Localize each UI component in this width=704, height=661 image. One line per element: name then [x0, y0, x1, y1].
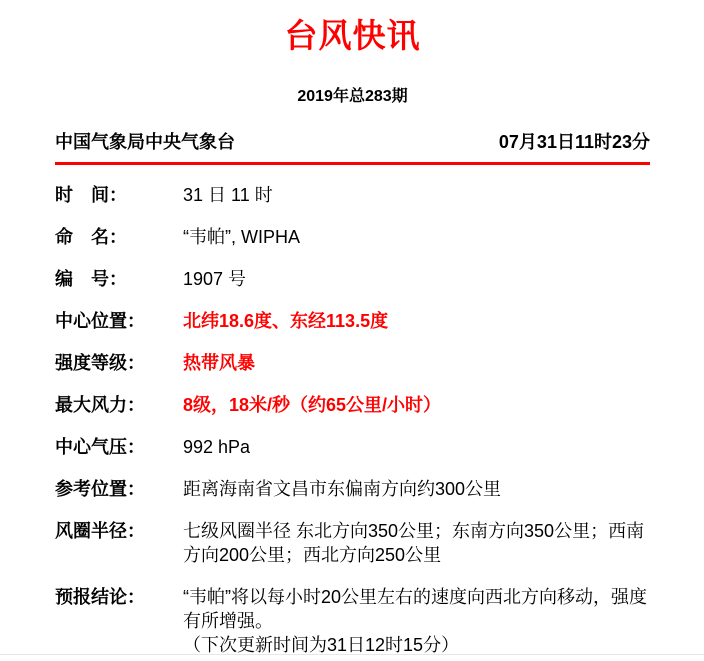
field-label: 预报结论： [55, 587, 145, 607]
field-value [183, 585, 650, 657]
field-label: 风圈半径： [55, 521, 145, 541]
field-value-text: 992 hPa [183, 437, 251, 457]
field-value [183, 351, 650, 375]
info-row [55, 393, 650, 417]
info-row [55, 267, 650, 291]
field-value-text: 七级风圈半径 东北方向350公里；东南方向350公里；西南方向200公里；西北方向250公里 [183, 521, 645, 565]
field-note: （下次更新时间为31日12时15分） [183, 635, 460, 655]
field-value [183, 225, 650, 249]
field-label: 参考位置： [55, 479, 145, 499]
issue-number: 2019年总283期 [297, 88, 408, 105]
field-value [183, 183, 650, 207]
info-row [55, 351, 650, 375]
issue-datetime: 07月31日11时23分 [498, 132, 650, 152]
field-value [183, 309, 650, 333]
info-row [55, 585, 650, 657]
field-value-text: 北纬18.6度、东经113.5度 [183, 311, 389, 331]
field-value [183, 435, 650, 459]
field-value [183, 267, 650, 291]
info-rows [55, 183, 650, 657]
info-row [55, 519, 650, 567]
field-value-text: 热带风暴 [183, 353, 255, 373]
field-label: 中心位置： [55, 311, 145, 331]
info-row [55, 435, 650, 459]
info-row [55, 183, 650, 207]
field-label: 中心气压： [55, 437, 145, 457]
field-value-text: 距离海南省文昌市东偏南方向约300公里 [183, 479, 502, 499]
field-value [183, 477, 650, 501]
field-value-text: “韦帕”将以每小时20公里左右的速度向西北方向移动，强度有所增强。 [183, 587, 648, 631]
page-title: 台风快讯 [284, 17, 421, 54]
info-row [55, 225, 650, 249]
field-value-text: 8级，18米/秒（约65公里/小时） [183, 395, 442, 415]
field-label: 命 名： [55, 227, 127, 247]
header-divider [55, 162, 650, 165]
field-value-text: “韦帕”, WIPHA [183, 227, 300, 247]
info-row [55, 477, 650, 501]
info-row [55, 309, 650, 333]
meta-row [55, 132, 650, 152]
field-value [183, 519, 650, 567]
field-value [183, 393, 650, 417]
field-label: 编 号： [55, 269, 127, 289]
field-label: 最大风力： [55, 395, 145, 415]
field-label: 强度等级： [55, 353, 145, 373]
field-value-text: 1907 号 [183, 269, 247, 289]
footer-divider [0, 654, 704, 655]
field-value-text: 31 日 11 时 [183, 185, 273, 205]
field-label: 时 间： [55, 185, 127, 205]
agency-name: 中国气象局中央气象台 [55, 132, 235, 152]
